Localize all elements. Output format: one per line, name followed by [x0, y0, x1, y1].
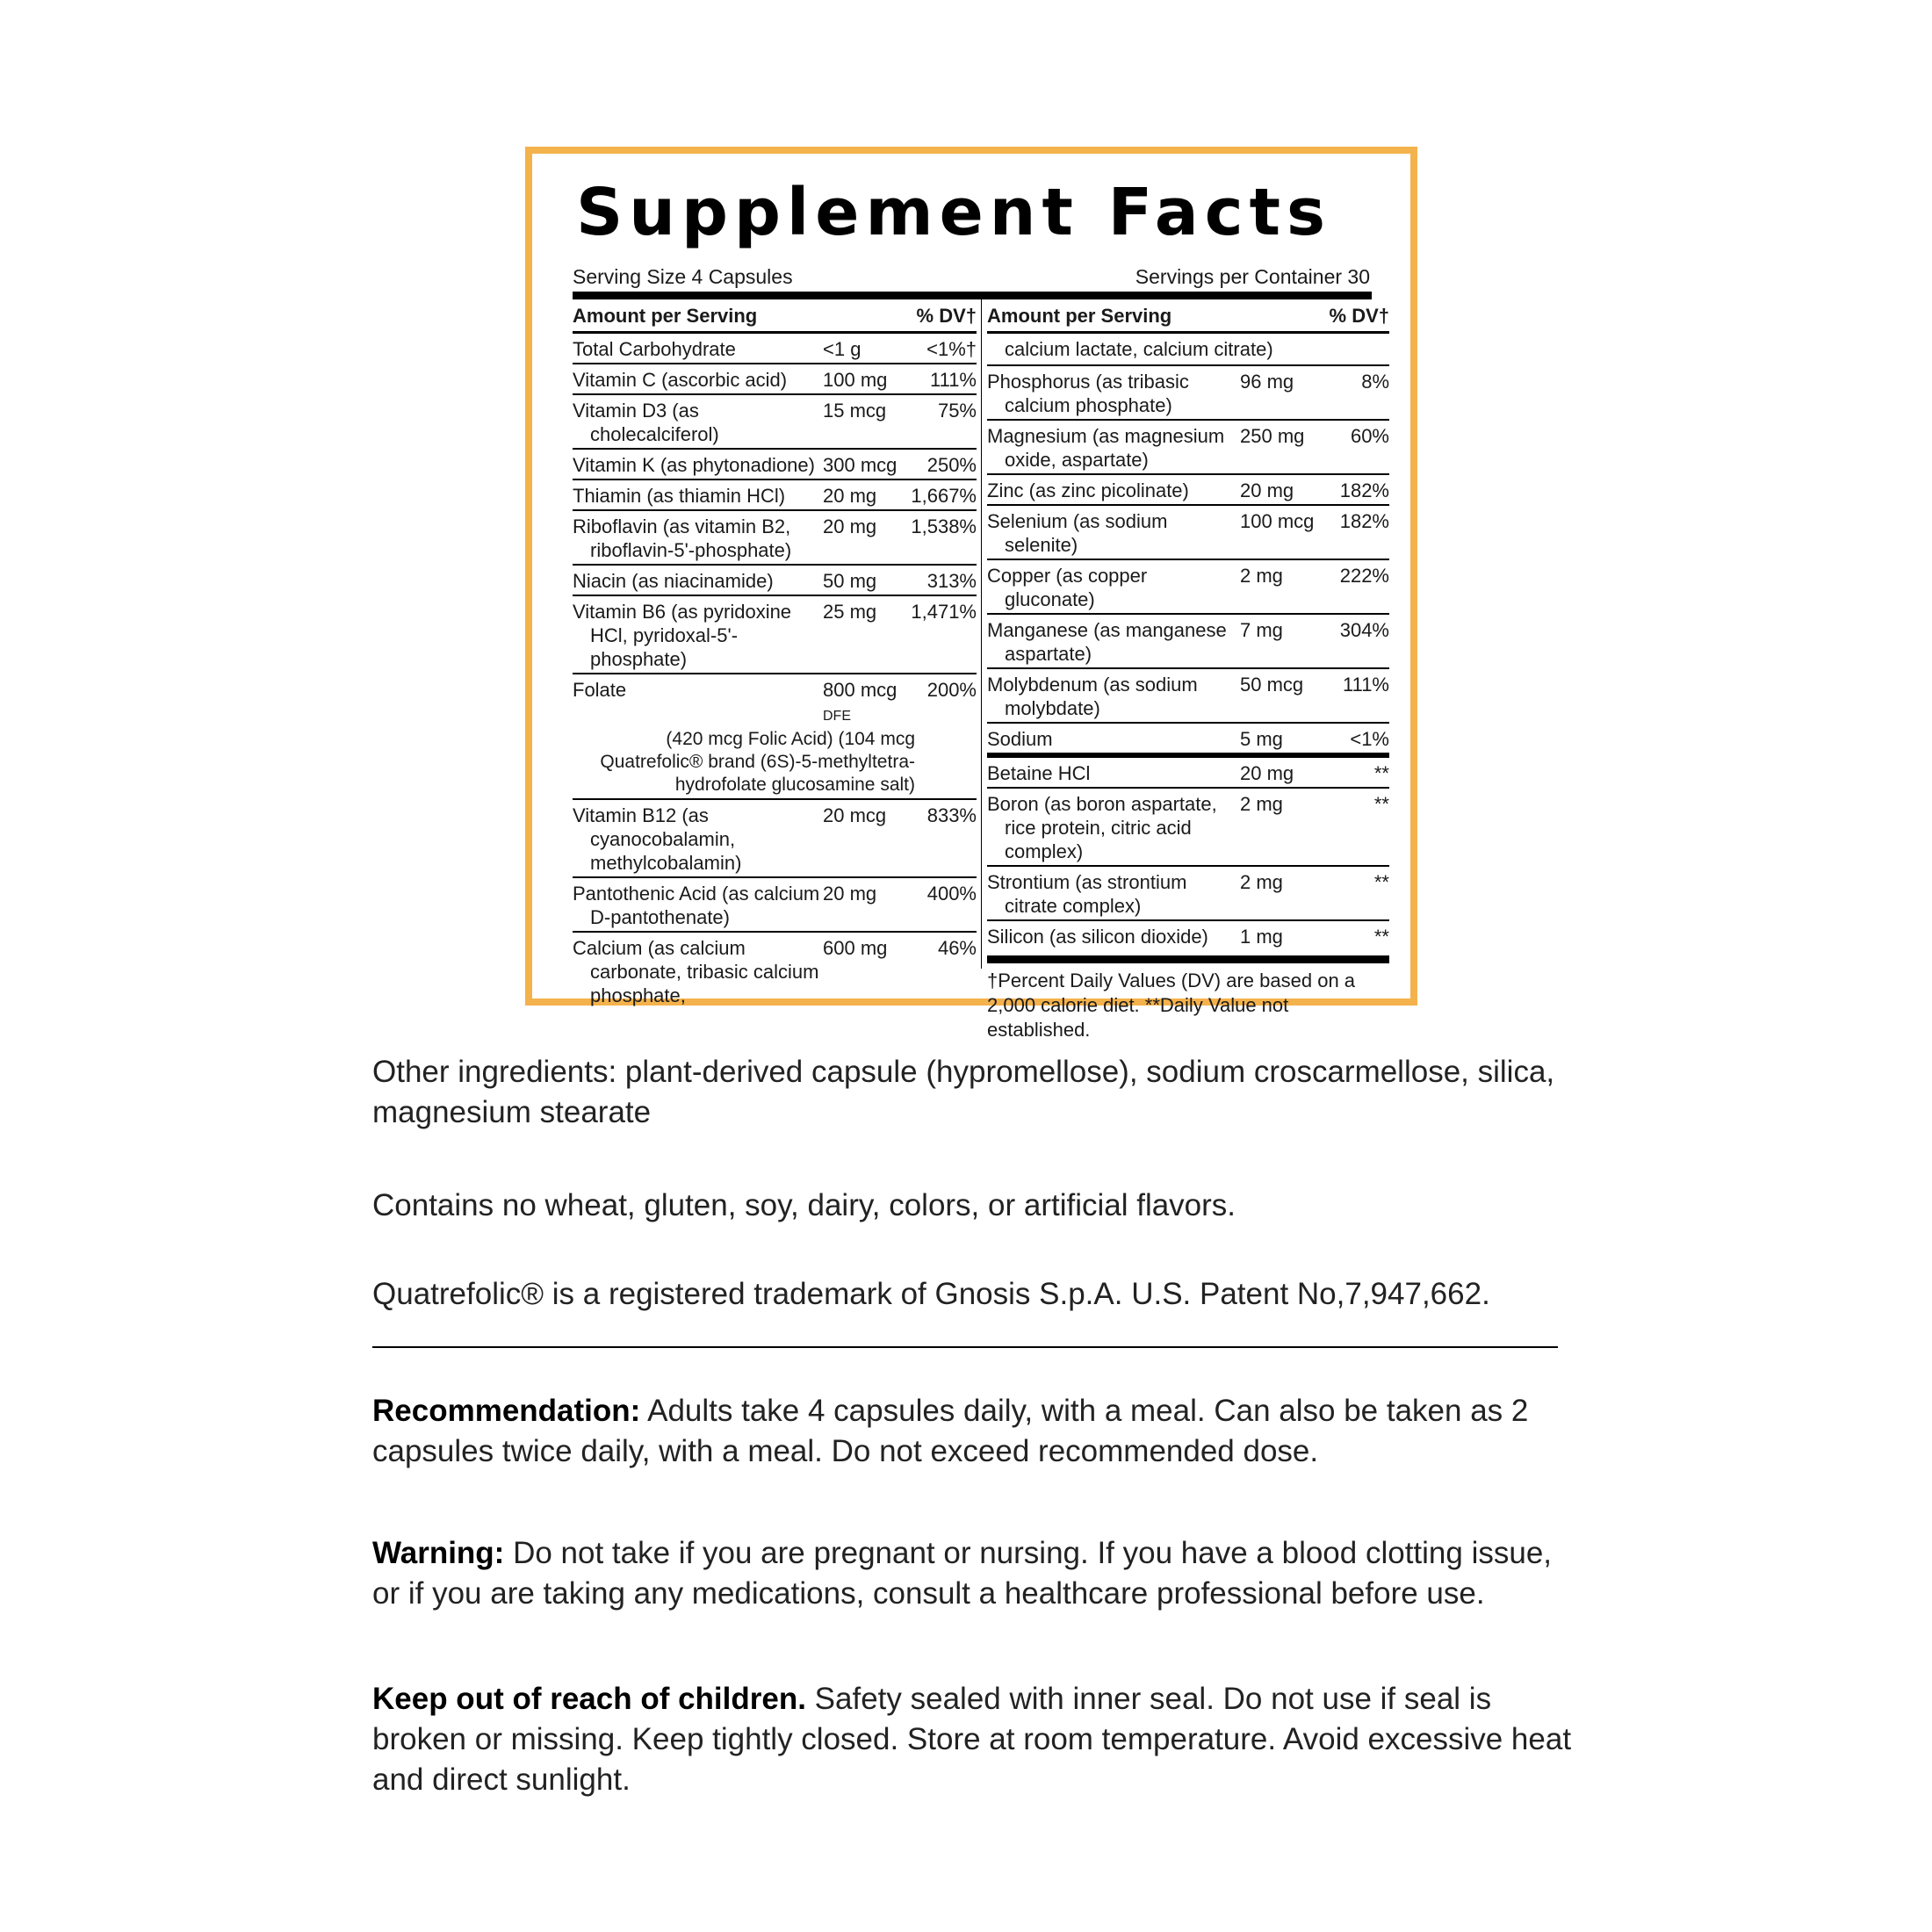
- nutrient-amount: [1240, 925, 1319, 948]
- nutrient-dv: 46%: [937, 937, 977, 959]
- nutrient-name: Vitamin D3 (as cholecalciferol): [573, 400, 719, 445]
- nutrient-dv: 182%: [1339, 479, 1389, 501]
- nutrient-amount: [1240, 618, 1319, 666]
- nutrient-row: [573, 395, 977, 450]
- recommendation-label: Recommendation:: [372, 1394, 641, 1428]
- nutrient-amount: [1240, 424, 1319, 472]
- nutrient-row: [987, 475, 1389, 506]
- recommendation-text: Adults take 4 capsules daily, with a meal. Can also be taken as 2 capsules twice daily, with a meal. Do not exceed recommended dose.: [372, 1394, 1529, 1468]
- nutrient-name: Niacin (as niacinamide): [573, 570, 774, 592]
- column-divider: [981, 299, 982, 969]
- nutrient-row: [573, 480, 977, 511]
- nutrient-row: [987, 366, 1389, 421]
- nutrient-amount: [823, 515, 906, 562]
- nutrient-dv: 1,667%: [911, 485, 977, 507]
- storage-paragraph: [372, 1679, 1584, 1800]
- header-amount: Amount per Serving: [573, 305, 758, 327]
- nutrient-dv: 111%: [929, 369, 977, 391]
- header-amount: Amount per Serving: [987, 305, 1172, 327]
- nutrient-name: Boron (as boron aspartate, rice protein, citric acid complex): [987, 793, 1217, 862]
- nutrient-row: [987, 506, 1389, 560]
- nutrient-dv: **: [1373, 762, 1389, 784]
- nutrient-detail: (420 mcg Folic Acid) (104 mcg Quatrefolic® brand (6S)-5-methyltetra-hydrofolate glucosamine salt): [600, 729, 915, 795]
- warning-label: Warning:: [372, 1536, 505, 1570]
- nutrient-dv: 60%: [1350, 425, 1389, 447]
- nutrient-dv: 1,538%: [911, 515, 977, 537]
- nutrient-name: Magnesium (as magnesium oxide, aspartate): [987, 425, 1225, 471]
- amount-value: 20 mg: [1240, 479, 1294, 501]
- nutrient-amount: [1240, 479, 1319, 502]
- servings-per-container: Servings per Container 30: [1135, 265, 1370, 288]
- warning-paragraph: [372, 1533, 1584, 1614]
- amount-value: 2 mg: [1240, 793, 1283, 815]
- nutrient-row: [573, 933, 977, 1009]
- amount-value: 800 mcg: [823, 679, 898, 701]
- facts-title: Supplement Facts: [576, 175, 1332, 250]
- nutrient-row: [987, 421, 1389, 475]
- amount-value: 20 mcg: [823, 804, 887, 826]
- nutrient-row: [987, 560, 1389, 615]
- nutrient-name: Folate: [573, 679, 627, 701]
- nutrient-row: [573, 364, 977, 395]
- header-dv: % DV†: [916, 305, 977, 327]
- nutrient-row: [987, 921, 1389, 950]
- nutrient-dv: 400%: [926, 883, 977, 905]
- recommendation-paragraph: [372, 1391, 1584, 1472]
- nutrient-name: Thiamin (as thiamin HCl): [573, 485, 786, 507]
- nutrient-amount: [1240, 792, 1319, 863]
- nutrient-row: [573, 596, 977, 674]
- header-dv: % DV†: [1329, 305, 1389, 327]
- nutrient-row: [573, 334, 977, 364]
- serving-size: Serving Size 4 Capsules: [573, 265, 793, 288]
- nutrient-row: [987, 867, 1389, 921]
- nutrient-amount: [1240, 761, 1319, 785]
- amount-value: 25 mg: [823, 601, 877, 623]
- nutrient-amount: [823, 484, 906, 508]
- nutrient-row: [573, 566, 977, 596]
- nutrient-dv: 8%: [1361, 371, 1389, 393]
- nutrient-dv: 250%: [926, 454, 977, 476]
- nutrient-dv: 313%: [926, 570, 977, 592]
- nutrient-dv: 833%: [926, 804, 977, 826]
- amount-value: 15 mcg: [823, 400, 887, 422]
- nutrient-dv: 200%: [926, 679, 977, 701]
- nutrient-amount: [1240, 673, 1319, 720]
- nutrient-amount: [1240, 727, 1319, 751]
- nutrient-row: [573, 800, 977, 878]
- nutrient-row: [573, 878, 977, 933]
- nutrient-name: Selenium (as sodium selenite): [987, 510, 1168, 556]
- keep-out-text: Safety sealed with inner seal. Do not use if seal is broken or missing. Keep tightly closed. Store at room temperature. Avoid excessive heat and direct sunlight.: [372, 1682, 1572, 1797]
- nutrient-name: Pantothenic Acid (as calcium D-pantothenate): [573, 883, 820, 928]
- nutrient-name: Vitamin B6 (as pyridoxine HCl, pyridoxal-5'-phosphate): [573, 601, 792, 670]
- nutrient-dv: 75%: [937, 400, 977, 422]
- nutrient-name: Silicon (as silicon dioxide): [987, 926, 1208, 948]
- section-divider: [372, 1346, 1558, 1348]
- amount-value: <1 g: [823, 338, 861, 360]
- nutrient-name: Calcium (as calcium carbonate, tribasic calcium phosphate,: [573, 937, 819, 1006]
- nutrient-dv: <1%: [1350, 728, 1389, 750]
- nutrient-dv: <1%†: [926, 338, 977, 360]
- nutrient-amount: [823, 453, 906, 477]
- facts-column-right: [987, 299, 1389, 1042]
- nutrient-amount: [823, 569, 906, 593]
- warning-text: Do not take if you are pregnant or nursing. If you have a blood clotting issue, or if you are taking any medications, consult a healthcare professional before use.: [372, 1536, 1553, 1611]
- amount-value: 250 mg: [1240, 425, 1305, 447]
- allergen-statement: Contains no wheat, gluten, soy, dairy, colors, or artificial flavors.: [372, 1188, 1236, 1222]
- nutrient-amount: [823, 678, 906, 728]
- nutrient-row: [573, 674, 977, 800]
- nutrient-dv: **: [1373, 926, 1389, 948]
- nutrient-name: Strontium (as strontium citrate complex): [987, 871, 1187, 917]
- nutrient-amount: [823, 882, 906, 929]
- nutrient-row: [987, 615, 1389, 669]
- nutrient-amount: [1240, 564, 1319, 611]
- nutrient-amount: [823, 399, 906, 446]
- amount-value: 300 mcg: [823, 454, 898, 476]
- supplement-facts-panel: [525, 147, 1417, 1041]
- amount-value: 50 mg: [823, 570, 877, 592]
- bottom-rule: [987, 955, 1389, 963]
- nutrient-name: Zinc (as zinc picolinate): [987, 479, 1189, 501]
- column-header: [987, 299, 1389, 334]
- amount-value: 2 mg: [1240, 871, 1283, 893]
- amount-value: 5 mg: [1240, 728, 1283, 750]
- nutrient-row: [573, 450, 977, 480]
- nutrient-name: Vitamin B12 (as cyanocobalamin, methylcobalamin): [573, 804, 742, 874]
- amount-value: 20 mg: [823, 883, 877, 905]
- nutrient-amount: [823, 368, 906, 392]
- nutrient-amount: [1240, 870, 1319, 918]
- nutrient-dv: 111%: [1342, 674, 1389, 696]
- facts-column-left: [573, 299, 977, 1009]
- nutrient-name: Sodium: [987, 728, 1053, 750]
- nutrient-dv: 304%: [1339, 619, 1389, 641]
- amount-value: 100 mcg: [1240, 510, 1315, 532]
- nutrient-amount: [1240, 509, 1319, 557]
- nutrient-row: [987, 758, 1389, 789]
- keep-out-label: Keep out of reach of children.: [372, 1682, 806, 1716]
- nutrient-row: [987, 789, 1389, 867]
- nutrient-amount: [1240, 370, 1319, 417]
- amount-value: 20 mg: [823, 515, 877, 537]
- nutrient-name: Manganese (as manganese aspartate): [987, 619, 1227, 665]
- nutrient-amount: [823, 804, 906, 875]
- amount-value: 600 mg: [823, 937, 888, 959]
- nutrient-name: Riboflavin (as vitamin B2, riboflavin-5'-phosphate): [573, 515, 792, 561]
- nutrient-dv: **: [1373, 793, 1389, 815]
- nutrient-dv: 182%: [1339, 510, 1389, 532]
- amount-value: 20 mg: [823, 485, 877, 507]
- nutrient-dv: 1,471%: [911, 601, 977, 623]
- amount-unit: DFE: [823, 709, 851, 724]
- nutrient-name: Copper (as copper gluconate): [987, 565, 1148, 610]
- other-ingredients: Other ingredients: plant-derived capsule (hypromellose), sodium croscarmellose, silica, magnesium stearate: [372, 1055, 1555, 1129]
- nutrient-dv: **: [1373, 871, 1389, 893]
- nutrient-dv: 222%: [1339, 565, 1389, 587]
- nutrient-amount: [823, 936, 906, 1007]
- amount-value: 50 mcg: [1240, 674, 1304, 696]
- dv-footnote: †Percent Daily Values (DV) are based on a 2,000 calorie diet. **Daily Value not established.: [987, 970, 1356, 1041]
- top-rule: [573, 292, 1372, 299]
- nutrient-name: Vitamin C (ascorbic acid): [573, 369, 788, 391]
- column-header: [573, 299, 977, 334]
- amount-value: 2 mg: [1240, 565, 1283, 587]
- nutrient-name: Vitamin K (as phytonadione): [573, 454, 815, 476]
- amount-value: 7 mg: [1240, 619, 1283, 641]
- amount-value: 100 mg: [823, 369, 888, 391]
- nutrient-name: Molybdenum (as sodium molybdate): [987, 674, 1198, 719]
- nutrient-name: Betaine HCl: [987, 762, 1091, 784]
- nutrient-row: [573, 511, 977, 566]
- nutrient-amount: [823, 337, 906, 361]
- nutrient-amount: [823, 600, 906, 671]
- nutrient-name: Total Carbohydrate: [573, 338, 736, 360]
- calcium-continuation: calcium lactate, calcium citrate): [987, 334, 1389, 366]
- amount-value: 1 mg: [1240, 926, 1283, 948]
- amount-value: 96 mg: [1240, 371, 1294, 393]
- nutrient-name: Phosphorus (as tribasic calcium phosphate): [987, 371, 1189, 416]
- trademark-notice: Quatrefolic® is a registered trademark of Gnosis S.p.A. U.S. Patent No,7,947,662.: [372, 1277, 1490, 1311]
- nutrient-row: [987, 724, 1389, 758]
- amount-value: 20 mg: [1240, 762, 1294, 784]
- nutrient-row: [987, 669, 1389, 724]
